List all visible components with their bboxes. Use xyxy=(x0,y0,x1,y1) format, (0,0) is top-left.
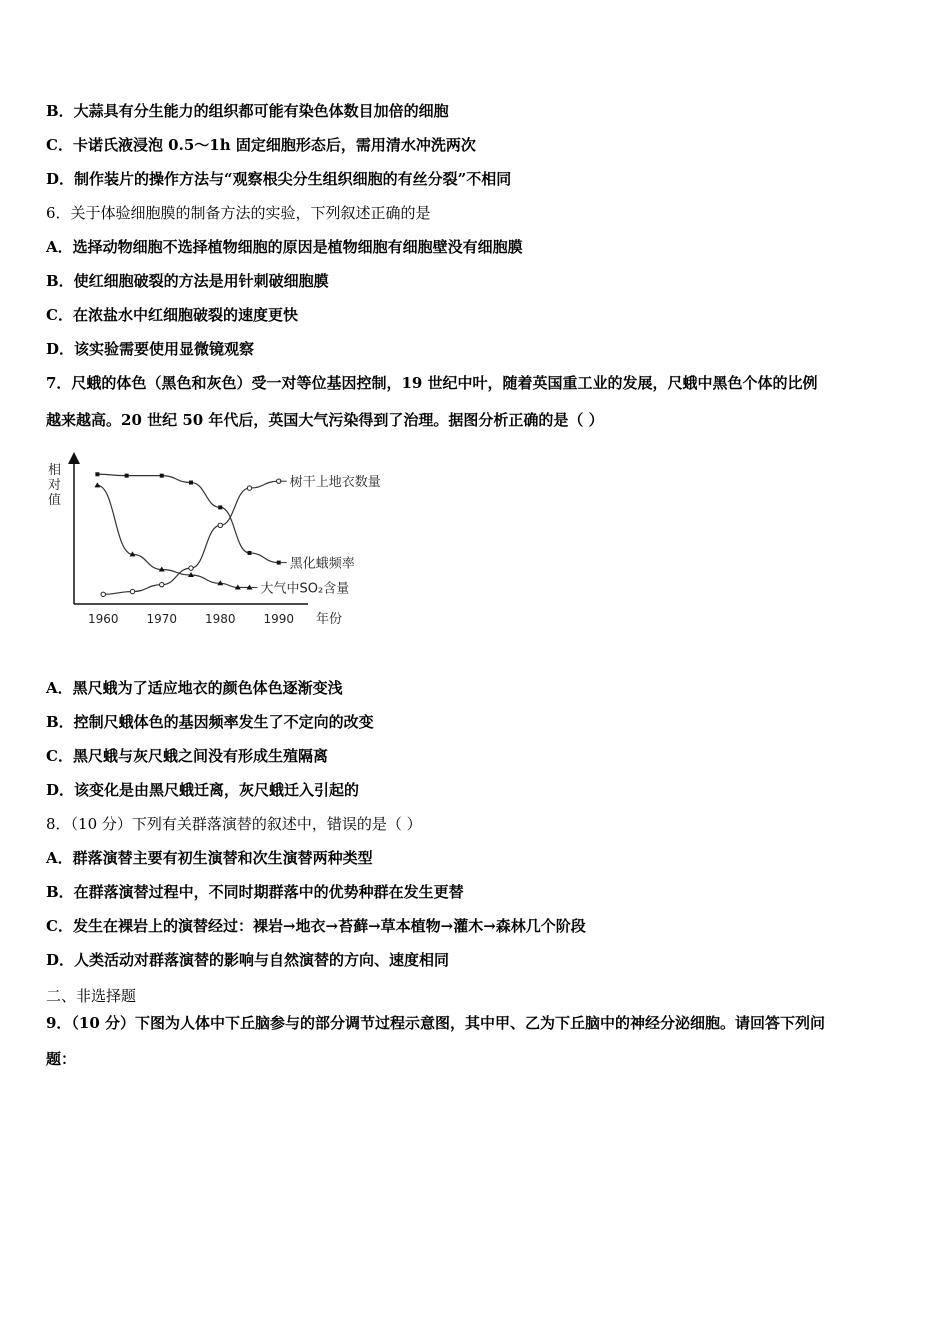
data-point xyxy=(189,566,193,570)
series-line xyxy=(97,485,249,587)
data-point xyxy=(101,592,105,596)
x-axis-label: 年份 xyxy=(316,612,343,627)
y-label-char: 相 xyxy=(48,463,62,478)
data-point xyxy=(189,481,193,485)
q7-option-a: A．黑尺蛾为了适应地衣的颜色体色逐渐变浅 xyxy=(46,679,343,697)
data-point xyxy=(218,505,222,509)
q6-option-a: A．选择动物细胞不选择植物细胞的原因是植物细胞有细胞壁没有细胞膜 xyxy=(46,238,523,256)
q6-option-c: C．在浓盐水中红细胞破裂的速度更快 xyxy=(46,306,298,324)
section-heading: 二、非选择题 xyxy=(46,987,137,1005)
x-tick-label: 1960 xyxy=(87,612,119,626)
q6-option-b: B．使红细胞破裂的方法是用针刺破细胞膜 xyxy=(46,272,329,290)
data-point xyxy=(160,474,164,478)
data-point xyxy=(130,589,134,593)
q8-option-b: B．在群落演替过程中，不同时期群落中的优势种群在发生更替 xyxy=(46,883,464,901)
q6-stem: 6．关于体验细胞膜的制备方法的实验，下列叙述正确的是 xyxy=(46,204,431,222)
q9-stem-line2: 题： xyxy=(46,1050,77,1068)
q8-stem: 8．（10 分）下列有关群落演替的叙述中，错误的是（ ） xyxy=(46,815,422,833)
series-line xyxy=(103,481,279,594)
q7-stem-line2: 越来越高。20 世纪 50 年代后，英国大气污染得到了治理。据图分析正确的是（ ） xyxy=(46,411,604,429)
y-label-char: 值 xyxy=(48,493,62,508)
q7-stem-line1: 7．尺蛾的体色（黑色和灰色）受一对等位基因控制，19 世纪中叶，随着英国重工业的发展，尺蛾中黑色个体的比例 xyxy=(46,374,818,392)
data-point xyxy=(94,482,100,487)
q7-option-c: C．黑尺蛾与灰尺蛾之间没有形成生殖隔离 xyxy=(46,747,328,765)
chart-svg xyxy=(40,452,420,642)
series-label: 大气中SO₂含量 xyxy=(260,581,350,597)
q7-option-b: B．控制尺蛾体色的基因频率发生了不定向的改变 xyxy=(46,713,374,731)
q5-option-d: D．制作装片的操作方法与“观察根尖分生组织细胞的有丝分裂”不相同 xyxy=(46,170,512,188)
q8-option-c: C．发生在裸岩上的演替经过：裸岩→地衣→苔藓→草本植物→灌木→森林几个阶段 xyxy=(46,917,586,935)
q5-option-c: C．卡诺氏液浸泡 0.5～1h 固定细胞形态后，需用清水冲洗两次 xyxy=(46,136,476,154)
y-axis-label xyxy=(48,462,61,508)
data-point xyxy=(248,551,252,555)
x-tick-label: 1970 xyxy=(146,612,178,626)
data-point xyxy=(125,474,129,478)
q8-option-a: A．群落演替主要有初生演替和次生演替两种类型 xyxy=(46,849,373,867)
y-label-char: 对 xyxy=(48,478,62,493)
q9-stem-line1: 9．（10 分）下图为人体中下丘脑参与的部分调节过程示意图，其中甲、乙为下丘脑中的神经分泌细胞。请回答下列问 xyxy=(46,1014,826,1032)
data-point xyxy=(247,486,251,490)
q5-option-b: B．大蒜具有分生能力的组织都可能有染色体数目加倍的细胞 xyxy=(46,102,449,120)
data-point xyxy=(218,523,222,527)
series-label: 树干上地衣数量 xyxy=(289,475,381,491)
x-tick-label: 1980 xyxy=(204,612,236,626)
x-tick-label: 1990 xyxy=(263,612,295,626)
q7-option-d: D．该变化是由黑尺蛾迁离，灰尺蛾迁入引起的 xyxy=(46,781,360,799)
data-point xyxy=(160,582,164,586)
q8-option-d: D．人类活动对群落演替的影响与自然演替的方向、速度相同 xyxy=(46,951,450,969)
y-axis-arrow xyxy=(68,452,80,464)
q6-option-d: D．该实验需要使用显微镜观察 xyxy=(46,340,255,358)
moth-line-chart xyxy=(40,452,420,642)
series-label: 黑化蛾频率 xyxy=(289,556,355,572)
data-point xyxy=(95,472,99,476)
